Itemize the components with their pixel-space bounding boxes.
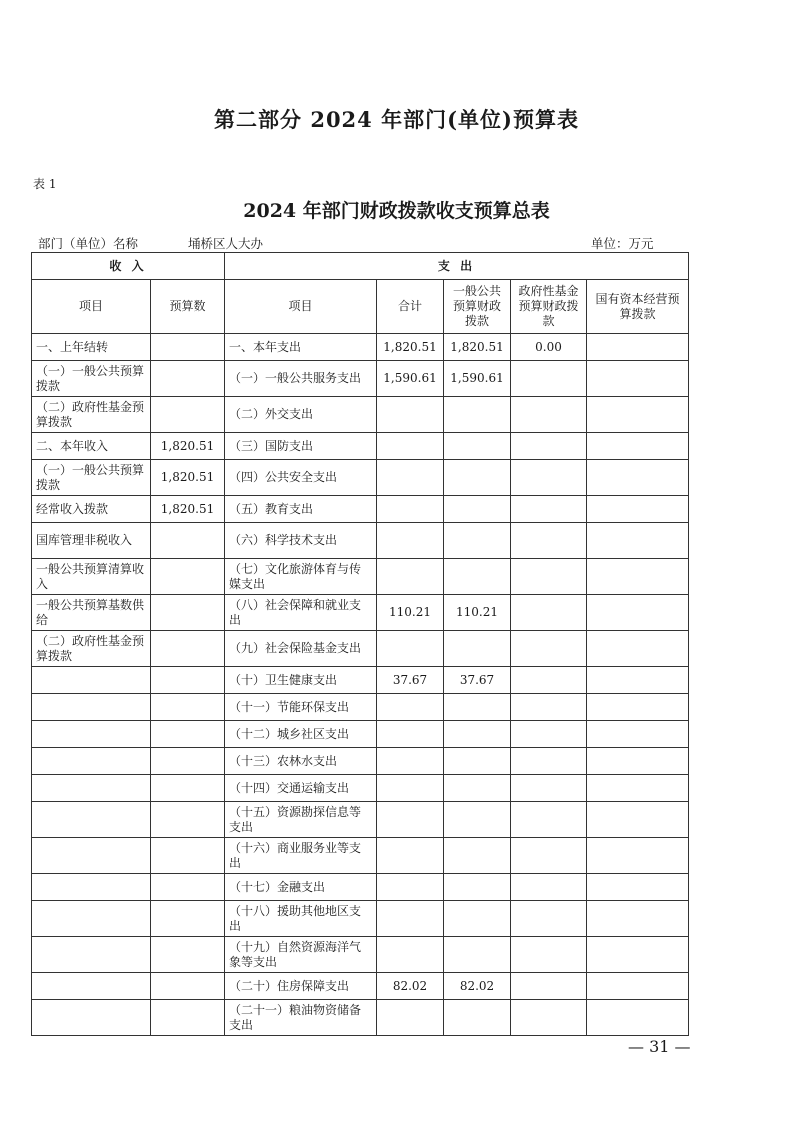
- table-row: [32, 433, 689, 460]
- part-title: 第二部分 2024 年部门(单位)预算表: [214, 107, 579, 132]
- total-cell: [377, 901, 444, 937]
- expense-item-cell: （九）社会保险基金支出: [225, 631, 377, 667]
- fund-budget-cell: [511, 397, 587, 433]
- department-name: 埇桥区人大办: [188, 236, 264, 251]
- total-cell: [377, 631, 444, 667]
- income-amount-cell: [151, 334, 225, 361]
- table-row: [32, 802, 689, 838]
- expense-item-header: 项目: [225, 280, 377, 334]
- expense-item-cell: （六）科学技术支出: [225, 523, 377, 559]
- total-header: 合计: [377, 280, 444, 334]
- table-row: [32, 460, 689, 496]
- income-amount-cell: [151, 775, 225, 802]
- income-item-cell: [32, 973, 151, 1000]
- state-capital-cell: [587, 748, 689, 775]
- general-budget-cell: [444, 460, 511, 496]
- income-item-cell: [32, 667, 151, 694]
- income-amount-cell: [151, 874, 225, 901]
- total-cell: [377, 721, 444, 748]
- income-amount-cell: [151, 802, 225, 838]
- fund-budget-cell: [511, 973, 587, 1000]
- table-row: [32, 595, 689, 631]
- table-row: [32, 559, 689, 595]
- expense-item-cell: （二十一）粮油物资储备支出: [225, 1000, 377, 1036]
- fund-budget-cell: [511, 775, 587, 802]
- state-capital-cell: [587, 838, 689, 874]
- table-row: [32, 334, 689, 361]
- expense-item-cell: （十一）节能环保支出: [225, 694, 377, 721]
- fund-budget-cell: [511, 523, 587, 559]
- state-capital-cell: [587, 874, 689, 901]
- total-cell: [377, 1000, 444, 1036]
- income-item-cell: （一）一般公共预算拨款: [32, 460, 151, 496]
- general-budget-cell: [444, 559, 511, 595]
- income-item-header: 项目: [32, 280, 151, 334]
- state-capital-cell: [587, 433, 689, 460]
- page-number: — 31 —: [628, 1037, 691, 1056]
- expense-item-cell: （二）外交支出: [225, 397, 377, 433]
- income-item-cell: 一般公共预算基数供给: [32, 595, 151, 631]
- expense-item-cell: （十八）援助其他地区支出: [225, 901, 377, 937]
- expense-item-cell: （七）文化旅游体育与传媒支出: [225, 559, 377, 595]
- income-amount-cell: [151, 361, 225, 397]
- income-amount-cell: [151, 1000, 225, 1036]
- total-cell: 82.02: [377, 973, 444, 1000]
- fund-budget-cell: 0.00: [511, 334, 587, 361]
- income-amount-cell: [151, 667, 225, 694]
- total-cell: 37.67: [377, 667, 444, 694]
- total-cell: [377, 397, 444, 433]
- expense-item-cell: （十四）交通运输支出: [225, 775, 377, 802]
- income-item-cell: [32, 901, 151, 937]
- table-row: [32, 631, 689, 667]
- income-item-cell: 一般公共预算清算收入: [32, 559, 151, 595]
- table-title: 2024 年部门财政拨款收支预算总表: [243, 200, 550, 222]
- income-item-cell: [32, 838, 151, 874]
- total-cell: [377, 874, 444, 901]
- state-capital-cell: [587, 559, 689, 595]
- state-capital-cell: [587, 361, 689, 397]
- total-cell: [377, 748, 444, 775]
- general-budget-cell: 1,590.61: [444, 361, 511, 397]
- expense-item-cell: （八）社会保障和就业支出: [225, 595, 377, 631]
- income-amount-cell: [151, 748, 225, 775]
- state-capital-cell: [587, 802, 689, 838]
- total-cell: [377, 802, 444, 838]
- expense-item-cell: （十六）商业服务业等支出: [225, 838, 377, 874]
- general-budget-cell: [444, 802, 511, 838]
- fund-budget-cell: [511, 496, 587, 523]
- total-cell: [377, 559, 444, 595]
- total-cell: 110.21: [377, 595, 444, 631]
- expense-item-cell: （十二）城乡社区支出: [225, 721, 377, 748]
- total-cell: [377, 460, 444, 496]
- table-row: [32, 1000, 689, 1036]
- total-cell: [377, 937, 444, 973]
- income-amount-cell: 1,820.51: [151, 433, 225, 460]
- general-budget-cell: 37.67: [444, 667, 511, 694]
- general-budget-cell: 110.21: [444, 595, 511, 631]
- total-cell: [377, 523, 444, 559]
- budget-table: [31, 252, 689, 1036]
- total-cell: [377, 694, 444, 721]
- fund-budget-cell: [511, 901, 587, 937]
- income-item-cell: 二、本年收入: [32, 433, 151, 460]
- general-budget-cell: [444, 874, 511, 901]
- table-row: [32, 721, 689, 748]
- fund-budget-header: 政府性基金预算财政拨款: [511, 280, 587, 334]
- fund-budget-cell: [511, 433, 587, 460]
- state-capital-cell: [587, 334, 689, 361]
- state-capital-cell: [587, 937, 689, 973]
- table-row: [32, 937, 689, 973]
- table-row: [32, 361, 689, 397]
- table-row: [32, 397, 689, 433]
- fund-budget-cell: [511, 1000, 587, 1036]
- income-amount-cell: [151, 838, 225, 874]
- expense-item-cell: （五）教育支出: [225, 496, 377, 523]
- total-cell: [377, 433, 444, 460]
- income-budget-header: 预算数: [151, 280, 225, 334]
- expense-item-cell: （三）国防支出: [225, 433, 377, 460]
- income-item-cell: [32, 874, 151, 901]
- general-budget-cell: [444, 523, 511, 559]
- general-budget-cell: [444, 694, 511, 721]
- income-amount-cell: [151, 721, 225, 748]
- expense-item-cell: （一）一般公共服务支出: [225, 361, 377, 397]
- total-cell: [377, 775, 444, 802]
- income-amount-cell: [151, 559, 225, 595]
- table-row: [32, 667, 689, 694]
- total-cell: [377, 838, 444, 874]
- state-capital-cell: [587, 667, 689, 694]
- total-cell: 1,590.61: [377, 361, 444, 397]
- general-budget-cell: [444, 748, 511, 775]
- general-budget-cell: 82.02: [444, 973, 511, 1000]
- state-capital-cell: [587, 595, 689, 631]
- department-label: 部门（单位）名称: [38, 236, 139, 251]
- general-budget-cell: [444, 838, 511, 874]
- income-header: 收 入: [32, 253, 225, 280]
- income-amount-cell: [151, 694, 225, 721]
- state-capital-cell: [587, 775, 689, 802]
- general-budget-cell: [444, 1000, 511, 1036]
- fund-budget-cell: [511, 595, 587, 631]
- income-item-cell: 经常收入拨款: [32, 496, 151, 523]
- state-capital-cell: [587, 973, 689, 1000]
- table-row: [32, 901, 689, 937]
- state-capital-cell: [587, 631, 689, 667]
- income-amount-cell: [151, 631, 225, 667]
- income-item-cell: [32, 694, 151, 721]
- expense-header: 支 出: [225, 253, 689, 280]
- state-capital-cell: [587, 496, 689, 523]
- income-amount-cell: [151, 901, 225, 937]
- table-row: [32, 496, 689, 523]
- table-number: 表 1: [33, 177, 57, 191]
- income-item-cell: 国库管理非税收入: [32, 523, 151, 559]
- general-budget-header: 一般公共预算财政拨款: [444, 280, 511, 334]
- general-budget-cell: 1,820.51: [444, 334, 511, 361]
- income-item-cell: （二）政府性基金预算拨款: [32, 397, 151, 433]
- fund-budget-cell: [511, 667, 587, 694]
- expense-item-cell: （十三）农林水支出: [225, 748, 377, 775]
- general-budget-cell: [444, 937, 511, 973]
- fund-budget-cell: [511, 361, 587, 397]
- state-capital-cell: [587, 694, 689, 721]
- income-amount-cell: [151, 595, 225, 631]
- expense-item-cell: （十九）自然资源海洋气象等支出: [225, 937, 377, 973]
- fund-budget-cell: [511, 460, 587, 496]
- expense-item-cell: （十五）资源勘探信息等支出: [225, 802, 377, 838]
- fund-budget-cell: [511, 694, 587, 721]
- general-budget-cell: [444, 433, 511, 460]
- fund-budget-cell: [511, 748, 587, 775]
- state-capital-cell: [587, 523, 689, 559]
- expense-item-cell: （四）公共安全支出: [225, 460, 377, 496]
- state-capital-header: 国有资本经营预算拨款: [587, 280, 689, 334]
- income-amount-cell: 1,820.51: [151, 496, 225, 523]
- expense-item-cell: （二十）住房保障支出: [225, 973, 377, 1000]
- fund-budget-cell: [511, 838, 587, 874]
- total-cell: [377, 496, 444, 523]
- income-item-cell: [32, 721, 151, 748]
- general-budget-cell: [444, 721, 511, 748]
- table-row: [32, 973, 689, 1000]
- income-item-cell: [32, 748, 151, 775]
- state-capital-cell: [587, 460, 689, 496]
- income-amount-cell: [151, 523, 225, 559]
- table-row: [32, 694, 689, 721]
- table-row: [32, 838, 689, 874]
- state-capital-cell: [587, 721, 689, 748]
- general-budget-cell: [444, 496, 511, 523]
- income-item-cell: [32, 802, 151, 838]
- table-row: [32, 874, 689, 901]
- income-amount-cell: 1,820.51: [151, 460, 225, 496]
- state-capital-cell: [587, 397, 689, 433]
- unit-label: 单位：万元: [591, 236, 654, 251]
- expense-item-cell: （十七）金融支出: [225, 874, 377, 901]
- general-budget-cell: [444, 901, 511, 937]
- income-item-cell: [32, 1000, 151, 1036]
- income-item-cell: （一）一般公共预算拨款: [32, 361, 151, 397]
- income-item-cell: [32, 775, 151, 802]
- income-item-cell: 一、上年结转: [32, 334, 151, 361]
- income-amount-cell: [151, 973, 225, 1000]
- general-budget-cell: [444, 631, 511, 667]
- income-amount-cell: [151, 397, 225, 433]
- expense-item-cell: （十）卫生健康支出: [225, 667, 377, 694]
- income-item-cell: [32, 937, 151, 973]
- fund-budget-cell: [511, 721, 587, 748]
- fund-budget-cell: [511, 559, 587, 595]
- table-row: [32, 775, 689, 802]
- expense-item-cell: 一、本年支出: [225, 334, 377, 361]
- state-capital-cell: [587, 1000, 689, 1036]
- state-capital-cell: [587, 901, 689, 937]
- table-row: [32, 748, 689, 775]
- fund-budget-cell: [511, 874, 587, 901]
- fund-budget-cell: [511, 631, 587, 667]
- table-row: [32, 523, 689, 559]
- total-cell: 1,820.51: [377, 334, 444, 361]
- income-amount-cell: [151, 937, 225, 973]
- fund-budget-cell: [511, 802, 587, 838]
- income-item-cell: （二）政府性基金预算拨款: [32, 631, 151, 667]
- fund-budget-cell: [511, 937, 587, 973]
- general-budget-cell: [444, 397, 511, 433]
- general-budget-cell: [444, 775, 511, 802]
